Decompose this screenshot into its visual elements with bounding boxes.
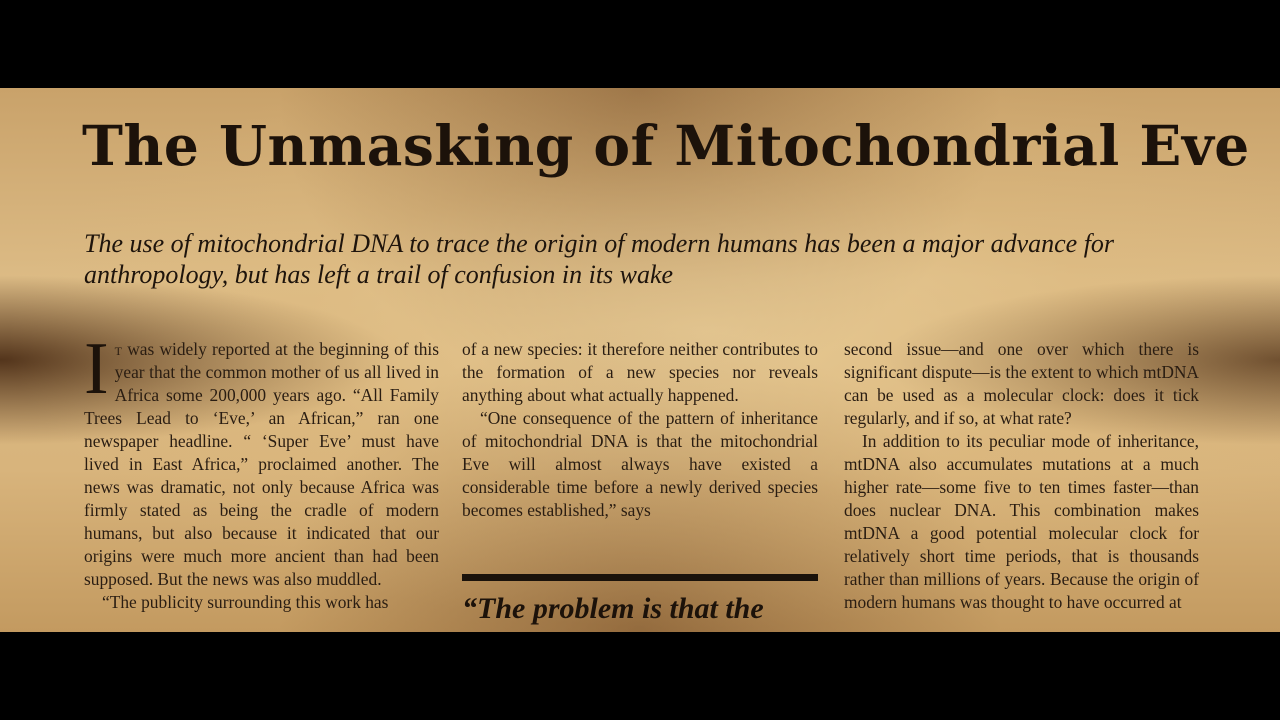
column-3-paragraph-1: second issue—and one over which there is significant dispute—is the extent to which mtDNA can be used as a molecular clock: does it tick regularly, and if so, at what rate? [844, 339, 1199, 428]
article-column-2 [462, 338, 818, 522]
column-1-paragraph-2: “The publicity surrounding this work has [102, 592, 389, 612]
column-2-paragraph-2: “One consequence of the pattern of inheritance of mitochondrial DNA is that the mitochondrial Eve will almost always have existed a considerable time before a newly derived species becomes established,” says [462, 408, 818, 520]
column-1-paragraph-1-text: was widely reported at the beginning of this year that the common mother of us all lived in Africa some 200,000 years ago. “All Family Trees Lead to ‘Eve,’ an African,” ran one newspaper headline. “ ‘Super Eve’ must have lived in East Africa,” proclaimed another. The news was dramatic, not only because Africa was firmly stated as being the cradle of modern humans, but also because it indicated that our origins were much more ancient than had been supposed. But the news was also muddled. [84, 339, 439, 589]
article-column-1 [84, 328, 439, 614]
column-1-paragraph-1 [84, 328, 439, 591]
lead-in-letter: t [114, 339, 122, 359]
letterbox-bottom-bar [0, 632, 1280, 720]
article-headline: The Unmasking of Mitochondrial Eve [82, 113, 1250, 178]
article-page [0, 88, 1280, 632]
column-2-paragraph-1: of a new species: it therefore neither contributes to the formation of a new species nor reveals anything about what actually happened. [462, 339, 818, 405]
article-column-3 [844, 338, 1199, 614]
pull-quote: “The problem is that the [462, 592, 764, 625]
drop-cap: I [84, 328, 109, 410]
column-3-paragraph-2: In addition to its peculiar mode of inheritance, mtDNA also accumulates mutations at a much higher rate—some five to ten times faster—than does nuclear DNA. This combination makes mtDNA a good potential molecular clock for relatively short time periods, that is thousands rather than millions of years. Because the origin of modern humans was thought to have occurred at [844, 431, 1199, 612]
article-deck: The use of mitochondrial DNA to trace the origin of modern humans has been a major advance for anthropology, but has left a trail of confusion in its wake [84, 229, 1115, 289]
pull-quote-rule [462, 574, 818, 581]
letterbox-top-bar [0, 0, 1280, 88]
